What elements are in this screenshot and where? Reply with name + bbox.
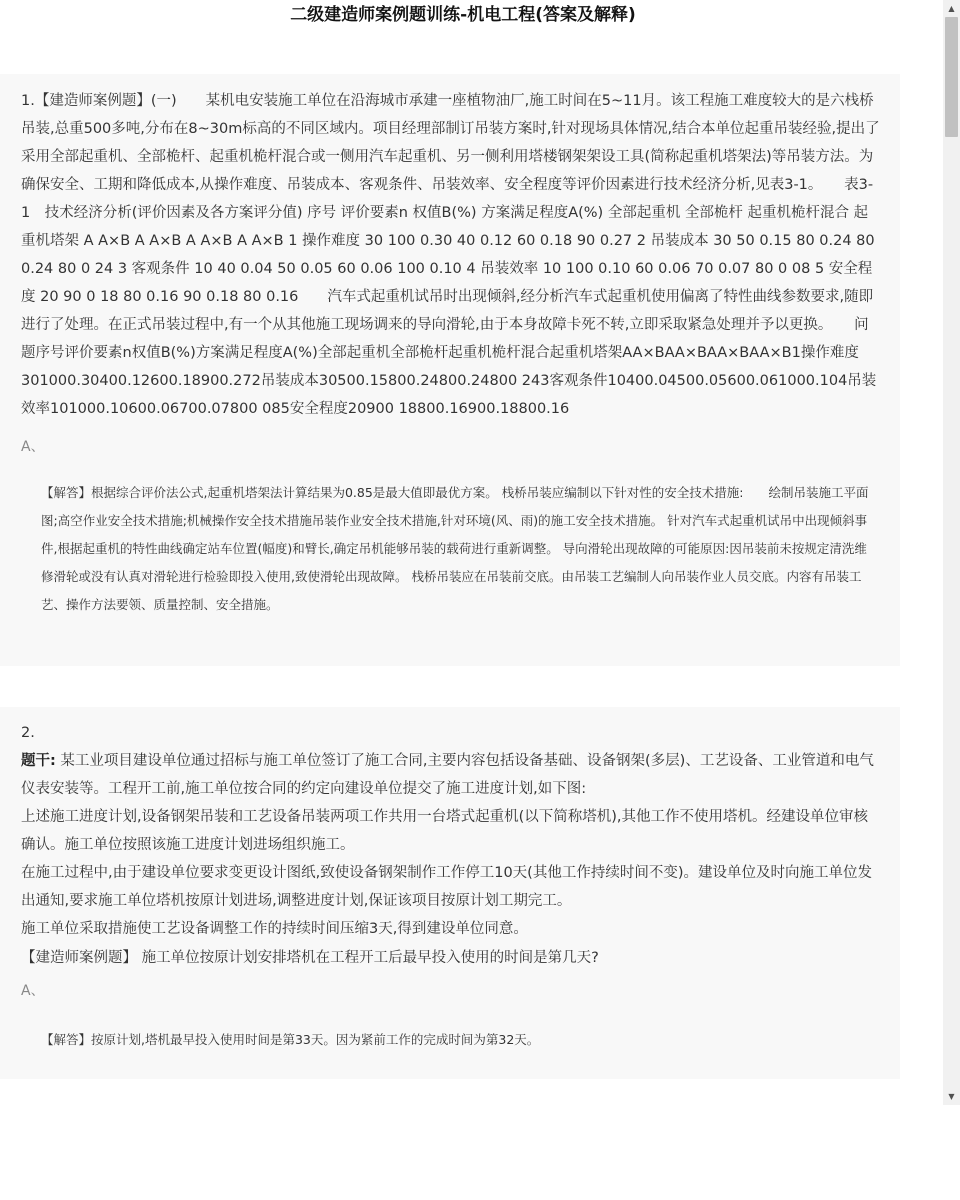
question-2-body bbox=[21, 719, 882, 943]
question-2-stem-line-2: 上述施工进度计划,设备钢架吊装和工艺设备吊装两项工作共用一台塔式起重机(以下简称塔机),其他工作不使用塔机。经建设单位审核确认。施工单位按照该施工进度计划进场组织施工。 bbox=[21, 809, 869, 853]
scrollbar-thumb[interactable] bbox=[945, 17, 958, 137]
question-card-1 bbox=[0, 74, 900, 666]
question-2-prompt: 【建造师案例题】 施工单位按原计划安排塔机在工程开工后最早投入使用的时间是第几天? bbox=[21, 950, 599, 966]
triangle-down-icon[interactable]: ▼ bbox=[948, 1092, 955, 1101]
triangle-up-icon[interactable]: ▲ bbox=[948, 4, 955, 13]
vertical-scrollbar[interactable] bbox=[943, 0, 960, 1105]
question-card-2 bbox=[0, 707, 900, 1079]
question-2-stem-line-3: 在施工过程中,由于建设单位要求变更设计图纸,致使设备钢架制作工作停工10天(其他工作持续时间不变)。建设单位及时向施工单位发出通知,要求施工单位塔机按原计划进场,调整进度计划,保证该项目按原计划工期完工。 bbox=[21, 865, 872, 909]
question-2-stem-line-1: 某工业项目建设单位通过招标与施工单位签订了施工合同,主要内容包括设备基础、设备钢架(多层)、工艺设备、工业管道和电气仪表安装等。工程开工前,施工单位按合同的约定向建设单位提交了施工进度计划,如下图: bbox=[21, 753, 874, 797]
question-1-answer: 【解答】根据综合评价法公式,起重机塔架法计算结果为0.85是最大值即最优方案。 栈桥吊装应编制以下针对性的安全技术措施: 绘制吊装施工平面图;高空作业安全技术措施;机械操作安全技术措施吊装作业安全技术措施,针对环境(风、雨)的施工安全技术措施。 针对汽车式起重机试吊中出现倾斜事件,根据起重机的特性曲线确定站车位置(幅度)和臂长,确定吊机能够吊装的载荷进行重新调整。 导向滑轮出现故障的可能原因:因吊装前未按规定清洗维修滑轮或没有认真对滑轮进行检验即投入使用,致使滑轮出现故障。 栈桥吊装应在吊装前交底。由吊装工艺编制人向吊装作业人员交底。内容有吊装工艺、操作方法要领、质量控制、安全措施。 bbox=[41, 485, 869, 612]
question-1-text: 1.【建造师案例题】(一) 某机电安装施工单位在沿海城市承建一座植物油厂,施工时间在5~11月。该工程施工难度较大的是六栈桥吊装,总重500多吨,分布在8~30m标高的不同区域内。项目经理部制订吊装方案时,针对现场具体情况,结合本单位起重吊装经验,提出了采用全部起重机、全部桅杆、起重机桅杆混合或一侧用汽车起重机、另一侧利用塔楼钢架架设工具(简称起重机塔架法)等吊装方法。为确保安全、工期和降低成本,从操作难度、吊装成本、客观条件、吊装效率、安全程度等评价因素进行技术经济分析,见表3-1。 表3-1 技术经济分析(评价因素及各方案评分值) 序号 评价要素n 权值B(%) 方案满足程度A(%) 全部起重机 全部桅杆 起重机桅杆混合 起重机塔架 A A×B A A×B A A×B A A×B 1 操作难度 30 100 0.30 40 0.12 60 0.18 90 0.27 2 吊装成本 30 50 0.15 80 0.24 80 0.24 80 0 24 3 客观条件 10 40 0.04 50 0.05 60 0.06 100 0.10 4 吊装效率 10 100 0.10 60 0.06 70 0.07 80 0 08 5 安全程度 20 90 0 18 80 0.16 90 0.18 80 0.16 汽车式起重机试吊时出现倾斜,经分析汽车式起重机使用偏离了特性曲线参数要求,随即进行了处理。在正式吊装过程中,有一个从其他施工现场调来的导向滑轮,由于本身故障卡死不转,立即采取紧急处理并予以更换。 问题序号评价要素n权值B(%)方案满足程度A(%)全部起重机全部桅杆起重机桅杆混合起重机塔架AA×BAA×BAA×BAA×B1操作难度301000.30400.12600.18900.272吊装成本30500.15800.24800.24800 243客观条件10400.04500.05600.061000.104吊装效率101000.10600.06700.07800 085安全程度20900 18800.16900.18800.16 bbox=[21, 93, 880, 417]
question-2-stem-line-4: 施工单位采取措施使工艺设备调整工作的持续时间压缩3天,得到建设单位同意。 bbox=[21, 921, 528, 937]
question-2-answer: 【解答】按原计划,塔机最早投入使用时间是第33天。因为紧前工作的完成时间为第32天。 bbox=[41, 1032, 540, 1047]
page-title: 二级建造师案例题训练-机电工程(答案及解释) bbox=[290, 5, 636, 25]
question-2-option-a[interactable]: A、 bbox=[21, 983, 45, 999]
question-2-stem-label: 题干: bbox=[21, 753, 56, 769]
question-2-number: 2. bbox=[21, 725, 35, 741]
question-1-option-a[interactable]: A、 bbox=[21, 439, 45, 455]
